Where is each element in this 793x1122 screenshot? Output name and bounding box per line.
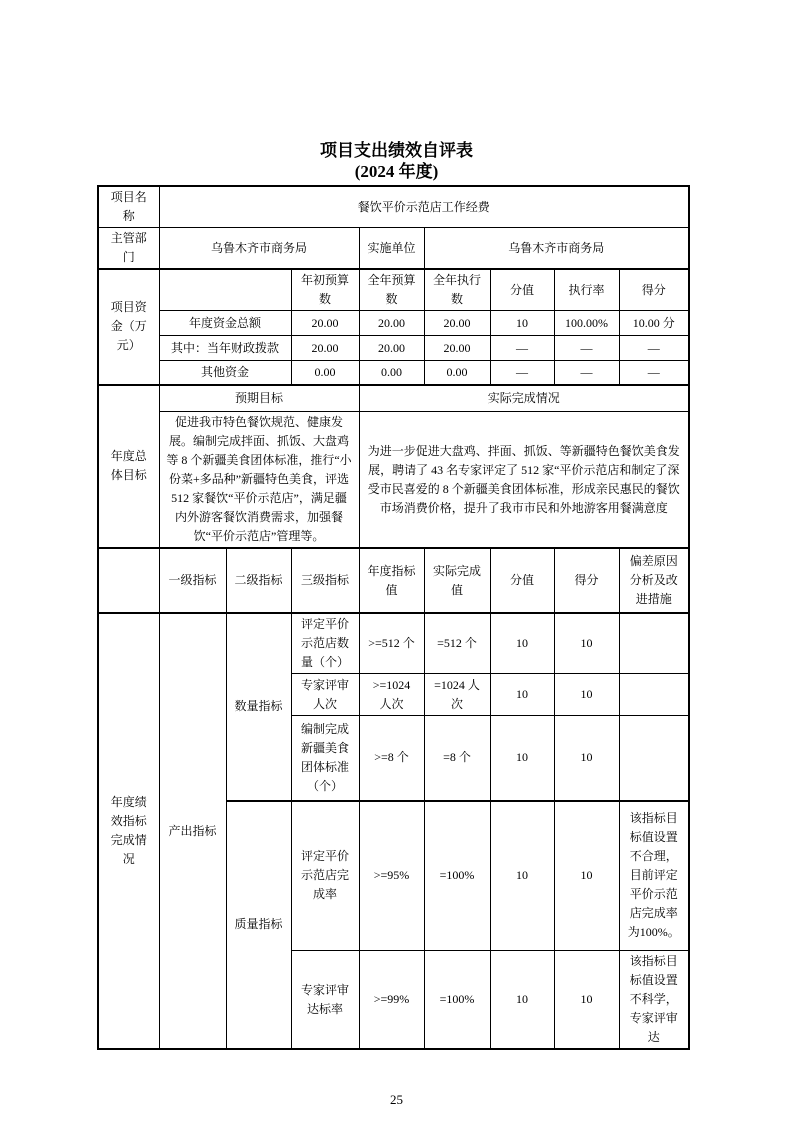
indicators-col-points: 分值 [490, 548, 554, 613]
funds-col-points: 分值 [490, 269, 554, 311]
funds-section-label: 项目资金（万元） [98, 269, 159, 385]
funds-initial-value: 20.00 [291, 336, 359, 361]
goals-expected-label: 预期目标 [159, 385, 359, 412]
impl-unit-label: 实施单位 [359, 228, 424, 270]
page-subtitle: (2024 年度) [354, 162, 439, 181]
funds-score-value: — [619, 361, 689, 385]
funds-header-row [98, 269, 689, 311]
indicator-target: >=95% [359, 801, 424, 951]
funds-row-label: 年度资金总额 [159, 311, 291, 336]
indicator-target: >=99% [359, 951, 424, 1050]
indicator-points: 10 [490, 801, 554, 951]
indicator-score: 10 [554, 951, 619, 1050]
indicators-col-level1: 一级指标 [159, 548, 226, 613]
project-name-label: 项目名称 [98, 186, 159, 228]
funds-executed-value: 20.00 [424, 311, 490, 336]
indicator-name: 专家评审达标率 [291, 951, 359, 1050]
indicators-header-row [98, 548, 689, 613]
funds-col-annual: 全年预算数 [359, 269, 424, 311]
indicator-level2-quantity: 数量指标 [226, 613, 291, 801]
goals-section-label: 年度总体目标 [98, 385, 159, 549]
indicator-level1-output: 产出指标 [159, 613, 226, 1049]
indicator-score: 10 [554, 613, 619, 674]
indicator-row [98, 613, 689, 674]
indicator-actual: =512 个 [424, 613, 490, 674]
indicator-remark [619, 716, 689, 801]
indicator-target: >=8 个 [359, 716, 424, 801]
funds-points-value: 10 [490, 311, 554, 336]
indicators-empty-cell [98, 548, 159, 613]
page-title: 项目支出绩效自评表 [320, 141, 473, 160]
indicator-points: 10 [490, 674, 554, 716]
indicator-target: >=512 个 [359, 613, 424, 674]
funds-annual-value: 0.00 [359, 361, 424, 385]
funds-points-value: — [490, 336, 554, 361]
funds-rate-value: — [554, 361, 619, 385]
indicator-remark: 该指标目标值设置不科学，专家评审达 [619, 951, 689, 1050]
indicators-col-deviation: 偏差原因分析及改进措施 [619, 548, 689, 613]
indicator-actual: =8 个 [424, 716, 490, 801]
indicator-remark [619, 674, 689, 716]
department-row [98, 228, 689, 270]
self-evaluation-table [97, 185, 690, 1050]
funds-rate-value: — [554, 336, 619, 361]
indicator-name: 评定平价示范店数量（个） [291, 613, 359, 674]
funds-rate-value: 100.00% [554, 311, 619, 336]
indicators-col-level2: 二级指标 [226, 548, 291, 613]
indicator-score: 10 [554, 716, 619, 801]
indicators-col-score: 得分 [554, 548, 619, 613]
funds-row-label: 其他资金 [159, 361, 291, 385]
indicator-name: 专家评审人次 [291, 674, 359, 716]
funds-points-value: — [490, 361, 554, 385]
indicator-name: 评定平价示范店完成率 [291, 801, 359, 951]
funds-col-rate: 执行率 [554, 269, 619, 311]
funds-row-total [98, 311, 689, 336]
funds-score-value: — [619, 336, 689, 361]
goals-expected-text: 促进我市特色餐饮规范、健康发展。编制完成拌面、抓饭、大盘鸡等 8 个新疆美食团体标准，推行“小份菜+多品种”新疆特色美食，评选 512 家餐饮“平价示范店”，满足疆内外游客餐饮消费需求，加强餐饮“平价示范店”管理等。 [159, 412, 359, 549]
dept-value: 乌鲁木齐市商务局 [159, 228, 359, 270]
funds-initial-value: 0.00 [291, 361, 359, 385]
funds-executed-value: 0.00 [424, 361, 490, 385]
indicator-remark: 该指标目标值设置不合理，目前评定平价示范店完成率为100%。 [619, 801, 689, 951]
indicator-score: 10 [554, 674, 619, 716]
dept-label: 主管部门 [98, 228, 159, 270]
indicator-points: 10 [490, 716, 554, 801]
indicator-actual: =100% [424, 951, 490, 1050]
impl-unit-value: 乌鲁木齐市商务局 [424, 228, 689, 270]
page-number: 25 [390, 1092, 403, 1107]
funds-col-executed: 全年执行数 [424, 269, 490, 311]
indicator-score: 10 [554, 801, 619, 951]
indicators-col-actual: 实际完成值 [424, 548, 490, 613]
funds-annual-value: 20.00 [359, 336, 424, 361]
funds-col-initial: 年初预算数 [291, 269, 359, 311]
funds-initial-value: 20.00 [291, 311, 359, 336]
funds-row-label: 其中：当年财政拨款 [159, 336, 291, 361]
indicator-name: 编制完成新疆美食团体标准（个） [291, 716, 359, 801]
indicator-remark [619, 613, 689, 674]
indicator-actual: =1024 人次 [424, 674, 490, 716]
funds-row-fiscal [98, 336, 689, 361]
goals-header-row [98, 385, 689, 412]
indicators-col-target: 年度指标值 [359, 548, 424, 613]
indicator-actual: =100% [424, 801, 490, 951]
project-name-row [98, 186, 689, 228]
funds-empty-cell [159, 269, 291, 311]
indicators-section-label: 年度绩效指标完成情况 [98, 613, 159, 1049]
funds-executed-value: 20.00 [424, 336, 490, 361]
goals-actual-label: 实际完成情况 [359, 385, 689, 412]
indicator-target: >=1024 人次 [359, 674, 424, 716]
funds-col-score: 得分 [619, 269, 689, 311]
indicator-points: 10 [490, 613, 554, 674]
goals-body-row [98, 412, 689, 549]
indicators-col-level3: 三级指标 [291, 548, 359, 613]
indicator-points: 10 [490, 951, 554, 1050]
goals-actual-text: 为进一步促进大盘鸡、拌面、抓饭、等新疆特色餐饮美食发展，聘请了 43 名专家评定了 512 家“平价示范店和制定了深受市民喜爱的 8 个新疆美食团体标准，形成亲民惠民的餐饮市场消费价格，提升了我市市民和外地游客用餐满意度 [359, 412, 689, 549]
funds-score-value: 10.00 分 [619, 311, 689, 336]
indicator-level2-quality: 质量指标 [226, 801, 291, 1050]
funds-row-other [98, 361, 689, 385]
project-name-value: 餐饮平价示范店工作经费 [159, 186, 689, 228]
funds-annual-value: 20.00 [359, 311, 424, 336]
